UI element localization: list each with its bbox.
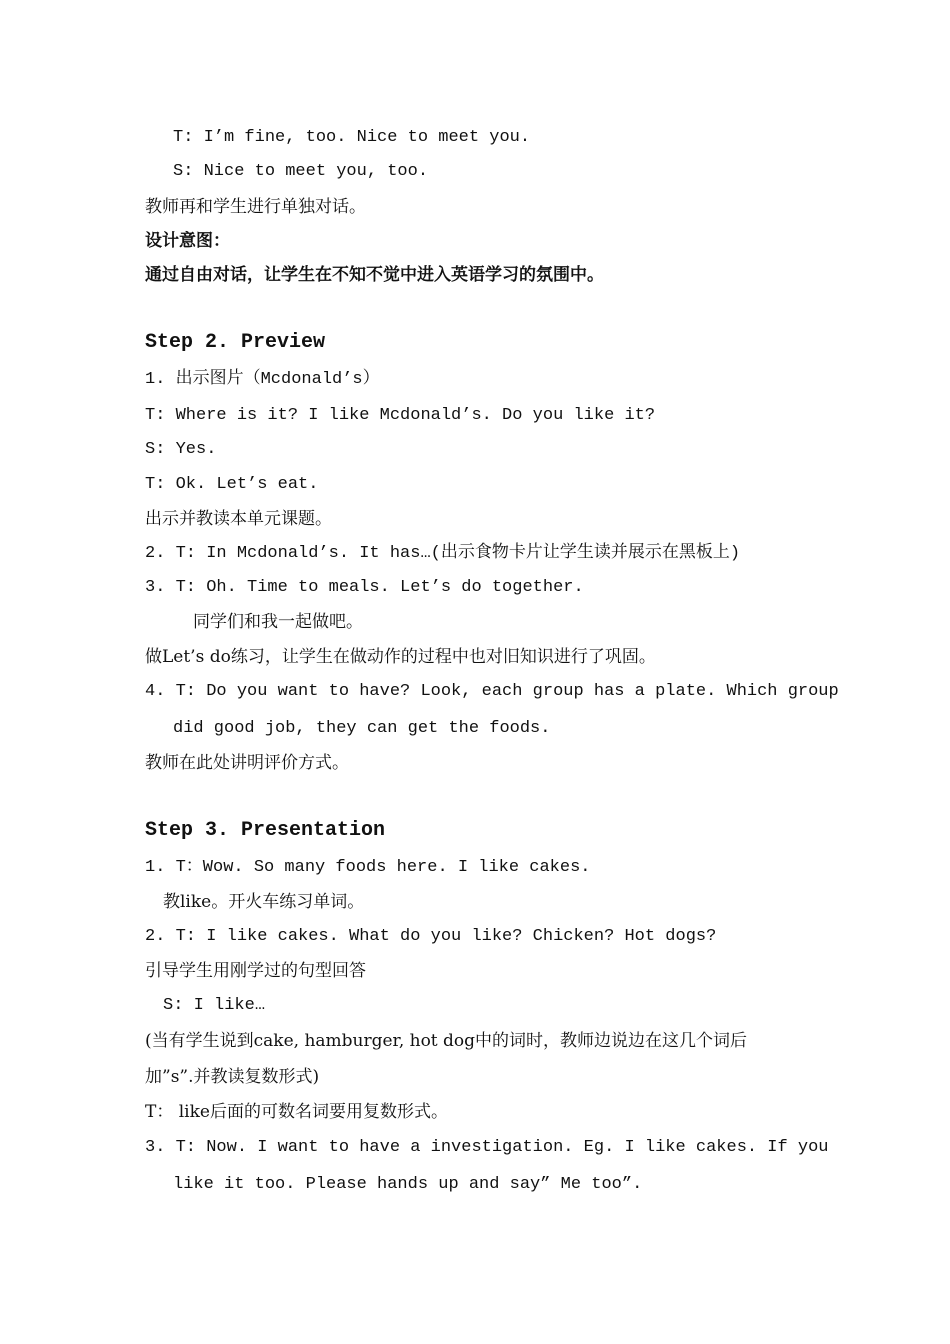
paragraph: (当有学生说到cake, hamburger, hot dog中的词时，教师边说边在这几个词后 bbox=[145, 1031, 748, 1051]
paragraph: 教like。开火车练习单词。 bbox=[163, 892, 365, 912]
list-item: 1. T：Wow. So many foods here. I like cakes. bbox=[145, 858, 591, 877]
paragraph: 教师在此处讲明评价方式。 bbox=[145, 753, 349, 773]
dialogue-line: S: Nice to meet you, too. bbox=[173, 162, 429, 181]
dialogue-line: T: I’m fine, too. Nice to meet you. bbox=[173, 128, 531, 147]
list-item-continuation: did good job, they can get the foods. bbox=[173, 719, 551, 738]
list-item: 1. 出示图片（Mcdonald’s） bbox=[145, 370, 380, 389]
section-heading-step2: Step 2. Preview bbox=[145, 331, 326, 354]
list-item: 4. T: Do you want to have? Look, each group has a plate. Which group bbox=[145, 682, 839, 701]
design-intent-label: 设计意图： bbox=[145, 231, 230, 251]
list-item: 3. T: Now. I want to have a investigation. Eg. I like cakes. If you bbox=[145, 1138, 829, 1157]
list-item: 2. T: I like cakes. What do you like? Chicken? Hot dogs? bbox=[145, 927, 717, 946]
dialogue-line: S: I like… bbox=[163, 996, 266, 1015]
paragraph: 同学们和我一起做吧。 bbox=[193, 612, 363, 632]
list-item: 2. T: In Mcdonald’s. It has…(出示食物卡片让学生读并展示在黑板上) bbox=[145, 544, 741, 563]
paragraph: T： like后面的可数名词要用复数形式。 bbox=[145, 1102, 448, 1122]
dialogue-line: T: Ok. Let’s eat. bbox=[145, 475, 319, 494]
dialogue-line: T: Where is it? I like Mcdonald’s. Do you like it? bbox=[145, 406, 656, 425]
paragraph: 出示并教读本单元课题。 bbox=[145, 509, 332, 529]
paragraph: 教师再和学生进行单独对话。 bbox=[145, 197, 366, 217]
paragraph: 引导学生用刚学过的句型回答 bbox=[145, 961, 366, 981]
paragraph: 做Let’s do练习，让学生在做动作的过程中也对旧知识进行了巩固。 bbox=[145, 647, 656, 667]
list-item-continuation: like it too. Please hands up and say” Me too”. bbox=[173, 1175, 643, 1194]
paragraph: 加”s”.并教读复数形式) bbox=[145, 1067, 320, 1087]
section-heading-step3: Step 3. Presentation bbox=[145, 819, 386, 842]
dialogue-line: S: Yes. bbox=[145, 440, 217, 459]
design-intent-text: 通过自由对话，让学生在不知不觉中进入英语学习的氛围中。 bbox=[145, 265, 604, 285]
list-item: 3. T: Oh. Time to meals. Let’s do together. bbox=[145, 578, 584, 597]
